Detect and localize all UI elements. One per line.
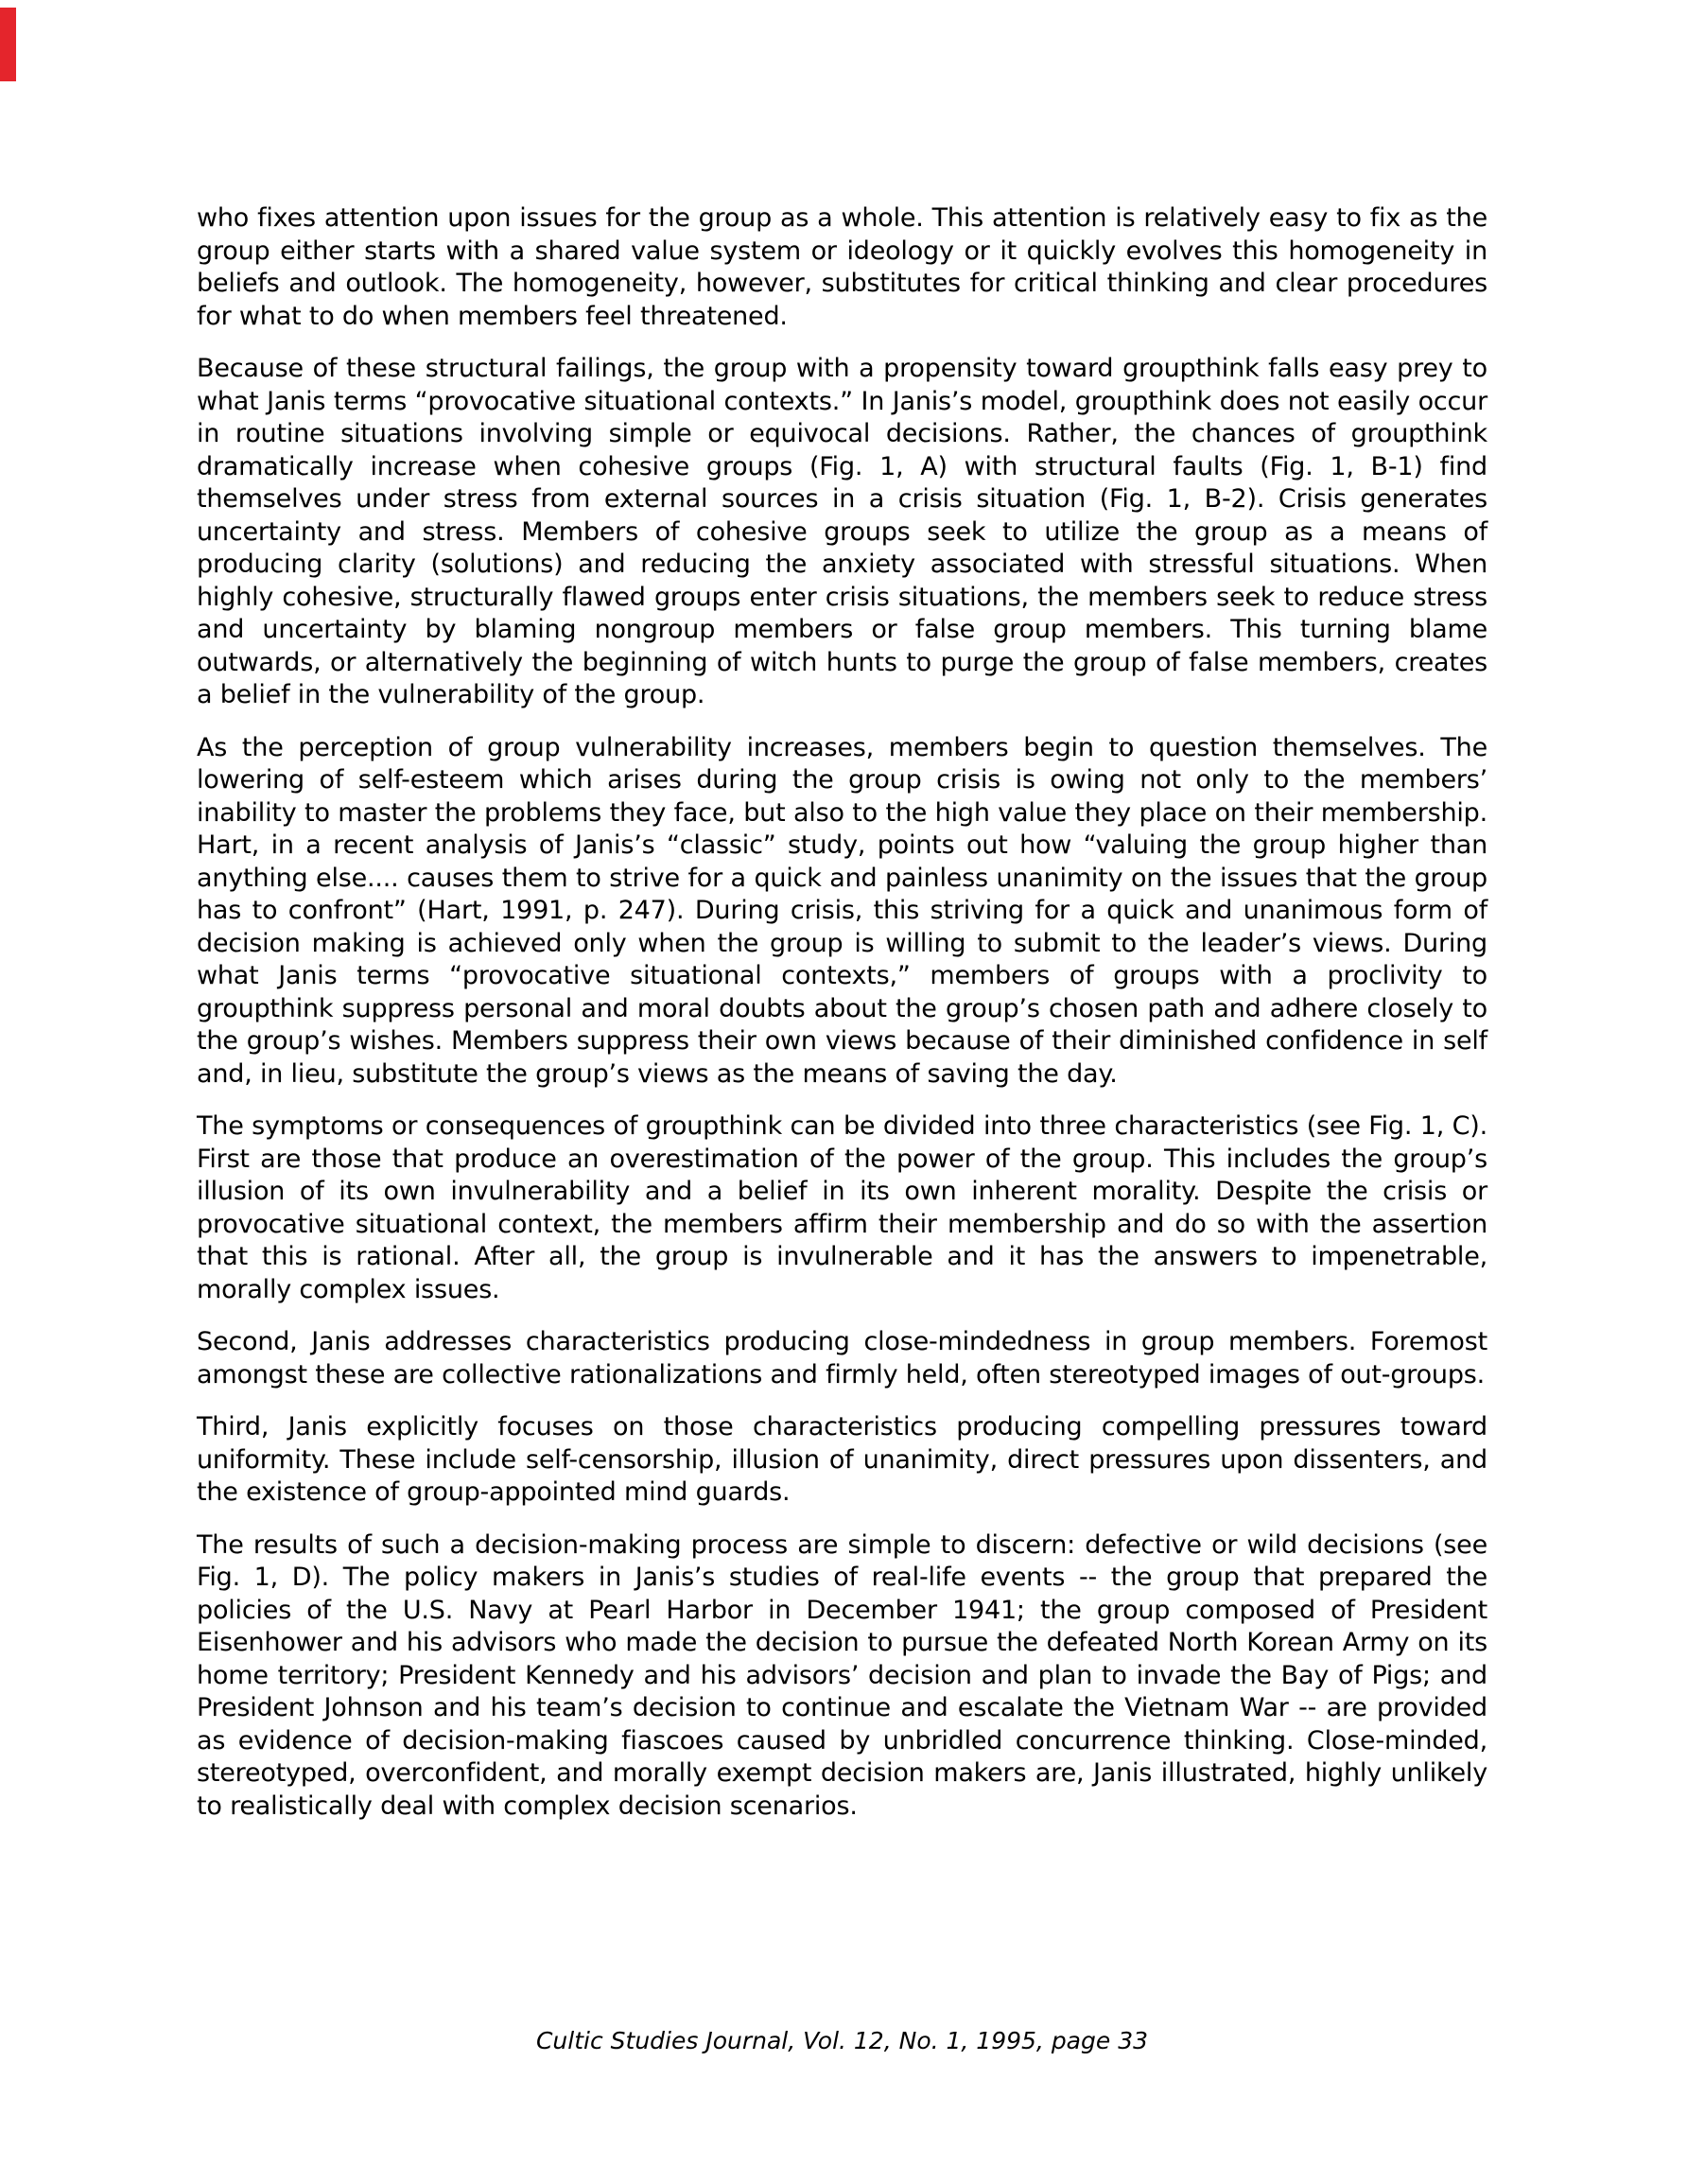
paragraph: Because of these structural failings, the group with a propensity toward groupthink falls easy prey to what Janis terms “provocative situational contexts.” In Janis’s model, groupthink does not easily occur in routine situations involving simple or equivocal decisions. Rather, the chances of groupthink dramatically increase when cohesive groups (Fig. 1, A) with structural faults (Fig. 1, B-1) find themselves under stress from external sources in a crisis situation (Fig. 1, B-2). Crisis generates uncertainty and stress. Members of cohesive groups seek to utilize the group as a means of producing clarity (solutions) and reducing the anxiety associated with stressful situations. When highly cohesive, structurally flawed groups enter crisis situations, the members seek to reduce stress and uncertainty by blaming nongroup members or false group members. This turning blame outwards, or alternatively the beginning of witch hunts to purge the group of false members, creates a belief in the vulnerability of the group. — [197, 354, 1487, 709]
paragraph: who fixes attention upon issues for the group as a whole. This attention is relatively easy to fix as the group either starts with a shared value system or ideology or it quickly evolves this homogeneity in beliefs and outlook. The homogeneity, however, substitutes for critical thinking and clear procedures for what to do when members feel threatened. — [197, 203, 1487, 331]
paragraph: As the perception of group vulnerability increases, members begin to question themselves. The lowering of self-esteem which arises during the group crisis is owing not only to the members’ inability to master the problems they face, but also to the high value they place on their membership. Hart, in a recent analysis of Janis’s “classic” study, points out how “valuing the group higher than anything else.... causes them to strive for a quick and painless unanimity on the issues that the group has to confront” (Hart, 1991, p. 247). During crisis, this striving for a quick and unanimous form of decision making is achieved only when the group is willing to submit to the leader’s views. During what Janis terms “provocative situational contexts,” members of groups with a proclivity to groupthink suppress personal and moral doubts about the group’s chosen path and adhere closely to the group’s wishes. Members suppress their own views because of their diminished confidence in self and, in lieu, substitute the group’s views as the means of saving the day. — [197, 732, 1487, 1089]
footer-citation: Cultic Studies Journal, Vol. 12, No. 1, 1995, page 33 — [535, 2027, 1149, 2054]
paragraph: Second, Janis addresses characteristics producing close-mindedness in group members. Foremost amongst these are collective rationalizations and firmly held, often stereotyped images of out-groups. — [197, 1327, 1487, 1389]
page-body-text — [197, 202, 1487, 1823]
paragraph: The results of such a decision-making process are simple to discern: defective or wild decisions (see Fig. 1, D). The policy makers in Janis’s studies of real-life events -- the group that prepared the policies of the U.S. Navy at Pearl Harbor in December 1941; the group composed of President Eisenhower and his advisors who made the decision to pursue the defeated North Korean Army on its home territory; President Kennedy and his advisors’ decision and plan to invade the Bay of Pigs; and President Johnson and his team’s decision to continue and escalate the Vietnam War -- are provided as evidence of decision-making fiascoes caused by unbridled concurrence thinking. Close-minded, stereotyped, overconfident, and morally exempt decision makers are, Janis illustrated, highly unlikely to realistically deal with complex decision scenarios. — [197, 1529, 1487, 1821]
paragraph: The symptoms or consequences of groupthink can be divided into three characteristics (see Fig. 1, C). First are those that produce an overestimation of the power of the group. This includes the group’s illusion of its own invulnerability and a belief in its own inherent morality. Despite the crisis or provocative situational context, the members affirm their membership and do so with the assertion that this is rational. After all, the group is invulnerable and it has the answers to impenetrable, morally complex issues. — [197, 1111, 1487, 1304]
red-stripe-mark — [0, 8, 16, 81]
paragraph: Third, Janis explicitly focuses on those characteristics producing compelling pressures toward uniformity. These include self-censorship, illusion of unanimity, direct pressures upon dissenters, and the existence of group-appointed mind guards. — [197, 1412, 1487, 1507]
